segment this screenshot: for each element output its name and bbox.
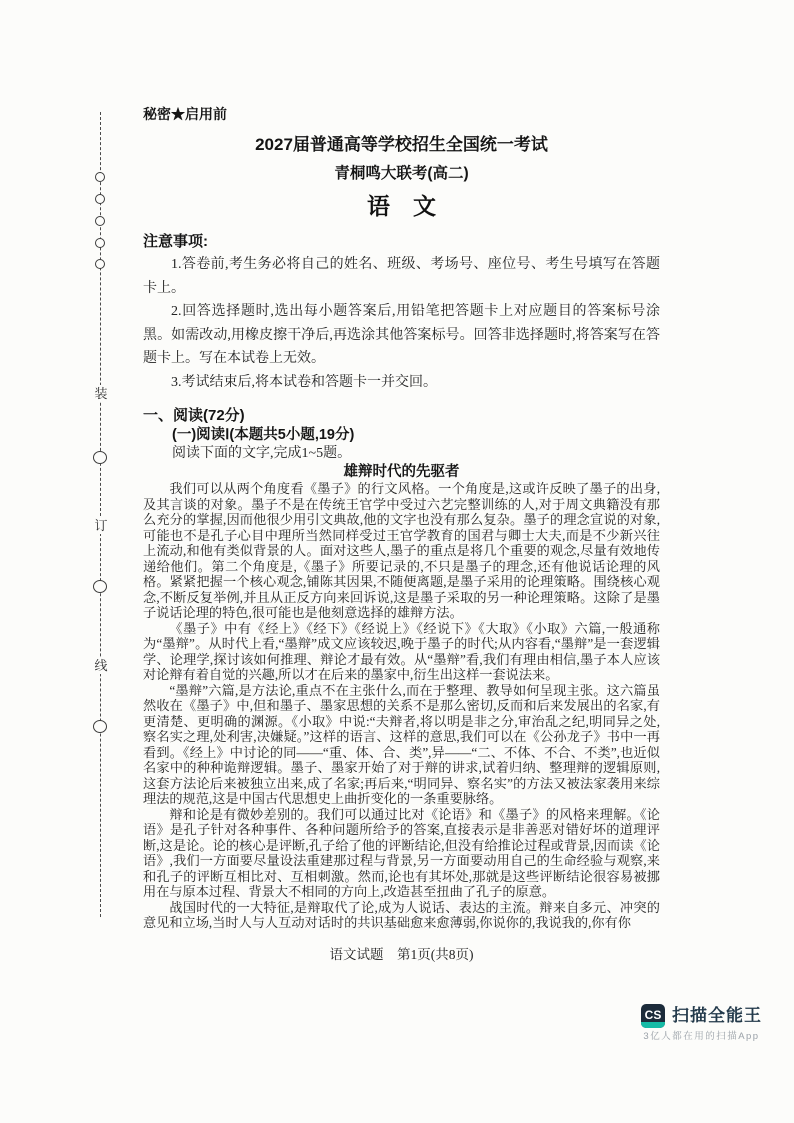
camscanner-logo-icon [641, 1004, 665, 1028]
notice-item-2: 2.回答选择题时,选出每小题答案后,用铅笔把答题卡上对应题目的答案标号涂黑。如需改动,用橡皮擦干净后,再选涂其他答案标号。回答非选择题时,将答案写在答题卡上。写在本试卷上无效。 [143, 304, 660, 366]
passage-title: 雄辩时代的先驱者 [343, 464, 460, 480]
notice-item-1: 1.答卷前,考生务必将自己的姓名、班级、考场号、座位号、考生号填写在答题卡上。 [143, 257, 660, 296]
notice-heading: 注意事项: [143, 233, 208, 250]
binding-hole [93, 580, 107, 593]
exam-content [143, 106, 660, 963]
section-heading: 一、阅读(72分) [143, 407, 245, 424]
section-subheading: (一)阅读Ⅰ(本题共5小题,19分) [172, 427, 355, 443]
page-footer: 语文试题 第1页(共8页) [329, 946, 474, 962]
binding-hole [95, 172, 105, 182]
section-instruction: 阅读下面的文字,完成1~5题。 [172, 446, 352, 461]
binding-hole [93, 720, 107, 733]
subject-title: 语 文 [367, 193, 436, 219]
binding-char-zhuang: 装 [94, 386, 108, 401]
camscanner-logo-text: CS [644, 1007, 662, 1022]
exam-title: 2027届普通高等学校招生全国统一考试 [255, 135, 548, 154]
camscanner-logo-teal-bar [641, 1022, 665, 1028]
binding-char-xian: 线 [94, 658, 108, 673]
passage-paragraph-2: 《墨子》中有《经上》《经下》《经说上》《经说下》《大取》《小取》六篇,一般通称为“墨辩”。从时代上看,“墨辩”成文应该较迟,晚于墨子的时代;从内容看,“墨辩”是一套逻辑学、论理学,探讨该如何推理、辩论才最有效。从“墨辩”看,我们有理由相信,墨子本人应该对论辩有着自觉的兴趣,所以才在后来的墨家中,衍生出这样一套说法来。 [143, 620, 660, 682]
passage-paragraph-1: 我们可以从两个角度看《墨子》的行文风格。一个角度是,这或许反映了墨子的出身,及其言谈的对象。墨子不是在传统王官学中受过六艺完整训练的人,对于周文典籍没有那么充分的掌握,因而他很少用引文典故,他的文字也没有那么复杂。墨子的理念宣说的对象,可能也不是孔子心目中理所当然同样受过王官学教育的国君与卿士大夫,而是不少新兴往上流动,和他有类似背景的人。面对这些人,墨子的重点是将几个重要的观念,尽量有效地传递给他们。第二个角度是,《墨子》所要记录的,不只是墨子的理念,还有他说话论理的风格。紧紧把握一个核心观念,铺陈其因果,不随便离题,是墨子采用的论理策略。围绕核心观念,不断反复举例,并且从正反方向来回诉说,这是墨子采取的另一种论理策略。这除了是墨子说话论理的特色,很可能也是他刻意选择的雄辩方法。 [143, 481, 660, 620]
camscanner-logo-row [641, 1004, 762, 1028]
passage-paragraph-3: “墨辩”六篇,是方法论,重点不在主张什么,而在于整理、教导如何呈现主张。这六篇虽然收在《墨子》中,但和墨子、墨家思想的关系不是那么密切,反而和后来发展出的名家,有更清楚、更明确的渊源。《小取》中说:“夫辩者,将以明是非之分,审治乱之纪,明同异之处,察名实之理,处利害,决嫌疑。”这样的语言、这样的意思,我们可以在《公孙龙子》书中一再看到。《经上》中讨论的同——“重、体、合、类”,异——“二、不体、不合、不类”,也近似名家中的种种诡辩逻辑。墨子、墨家开始了对于辩的讲求,试着归纳、整理辩的逻辑原则,这套方法论后来被独立出来,成了名家;再后来,“明同异、察名实”的方法又被法家袭用来综理法的规范,这是中国古代思想史上曲折变化的一条重要脉络。 [143, 682, 660, 806]
camscanner-app-name: 扫描全能王 [672, 1006, 762, 1025]
passage-paragraph-4: 辩和论是有微妙差别的。我们可以通过比对《论语》和《墨子》的风格来理解。《论语》是孔子针对各种事件、各种问题所给予的答案,直接表示是非善恶对错好坏的道理评断,这是论。论的核心是评断,孔子给了他的评断结论,但没有给推论过程或背景,因而读《论语》,我们一方面要尽量设法重建那过程与背景,另一方面要动用自己的生命经验与观察,来和孔子的评断互相比对、互相刺激。然而,论也有其坏处,那就是这些评断结论很容易被挪用在与原本过程、背景大不相同的方向上,改造甚至扭曲了孔子的原意。 [143, 806, 660, 899]
exam-subtitle: 青桐鸣大联考(高二) [334, 165, 469, 182]
binding-hole [95, 238, 105, 248]
camscanner-watermark [641, 1004, 762, 1042]
binding-hole [95, 194, 105, 204]
binding-hole [95, 216, 105, 226]
binding-char-ding: 订 [94, 518, 108, 533]
security-label: 秘密★启用前 [143, 106, 227, 122]
notice-item-3: 3.考试结束后,将本试卷和答题卡一并交回。 [171, 374, 437, 390]
camscanner-tagline: 3亿人都在用的扫描App [643, 1031, 760, 1042]
binding-hole [93, 451, 107, 464]
binding-hole [95, 259, 105, 269]
passage-paragraph-5: 战国时代的一大特征,是辩取代了论,成为人说话、表达的主流。辩来自多元、冲突的意见和立场,当时人与人互动对话时的共识基础愈来愈薄弱,你说你的,我说我的,你有你 [143, 899, 660, 930]
binding-line [100, 112, 101, 917]
